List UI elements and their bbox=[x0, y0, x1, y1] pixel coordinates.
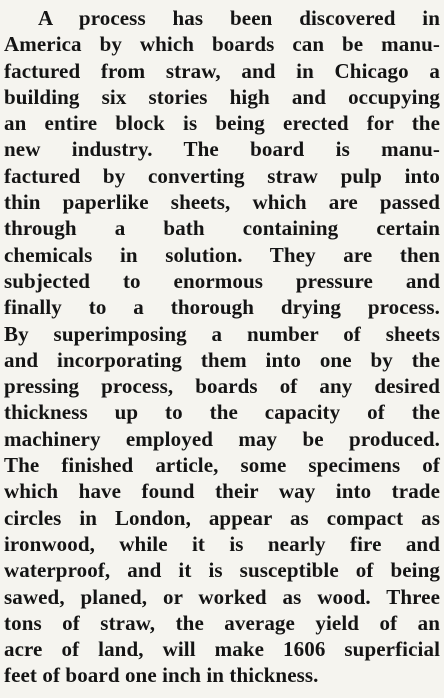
article-line-25: acre of land, will make 1606 superficial bbox=[4, 637, 440, 662]
article-line-4: building six stories high and occupying bbox=[4, 84, 440, 109]
article-line-24: tons of straw, the average yield of an bbox=[4, 610, 440, 635]
article-line-20: circles in London, appear as compact as bbox=[4, 505, 440, 530]
article-line-1: A process has been discovered in bbox=[38, 6, 440, 30]
article-line-10: chemicals in solution. They are then bbox=[4, 242, 440, 267]
article-line-6: new industry. The board is manu- bbox=[4, 137, 440, 162]
article-line-21: ironwood, while it is nearly fire and bbox=[4, 531, 440, 556]
article-line-8: thin paperlike sheets, which are passed bbox=[4, 190, 440, 215]
article-body bbox=[4, 5, 440, 689]
article-line-15: pressing process, boards of any desired bbox=[4, 374, 440, 399]
article-line-12: finally to a thorough drying process. bbox=[4, 295, 440, 320]
article-line-2: America by which boards can be manu- bbox=[4, 32, 440, 57]
article-line-18: The finished article, some specimens of bbox=[4, 453, 440, 478]
article-line-11: subjected to enormous pressure and bbox=[4, 268, 440, 293]
article-line-3: factured from straw, and in Chicago a bbox=[4, 58, 440, 83]
article-line-5: an entire block is being erected for the bbox=[4, 111, 440, 136]
article-line-23: sawed, planed, or worked as wood. Three bbox=[4, 584, 440, 609]
article-line-22: waterproof, and it is susceptible of being bbox=[4, 558, 440, 583]
article-line-13: By superimposing a number of sheets bbox=[4, 321, 440, 346]
article-line-14: and incorporating them into one by the bbox=[4, 347, 440, 372]
article-line-16: thickness up to the capacity of the bbox=[4, 400, 440, 425]
article-line-17: machinery employed may be produced. bbox=[4, 426, 440, 451]
article-line-7: factured by converting straw pulp into bbox=[4, 163, 440, 188]
article-line-19: which have found their way into trade bbox=[4, 479, 440, 504]
article-line-9: through a bath containing certain bbox=[4, 216, 440, 241]
article-line-26: feet of board one inch in thickness. bbox=[4, 663, 319, 688]
